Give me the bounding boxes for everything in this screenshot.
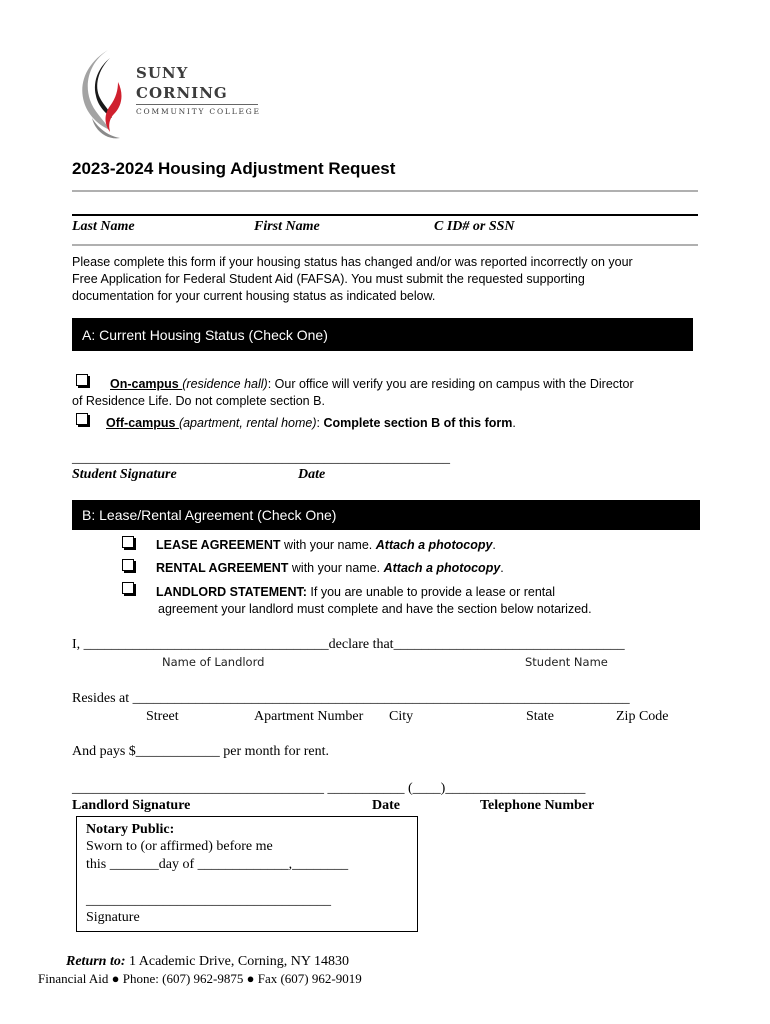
- off-campus-text: :: [316, 416, 324, 430]
- on-campus-option: [110, 376, 634, 393]
- on-campus-text: : Our office will verify you are residing on campus with the Director: [267, 377, 634, 391]
- last-name-label: Last Name: [72, 219, 135, 234]
- notary-title: Notary Public:: [86, 822, 175, 837]
- lease-agreement-checkbox[interactable]: [122, 536, 134, 548]
- landlord-statement-checkbox[interactable]: [122, 582, 134, 594]
- name-of-landlord-caption: Name of Landlord: [162, 655, 265, 669]
- on-campus-label: On-campus: [110, 377, 183, 391]
- rent-amount-line[interactable]: And pays $____________ per month for rent.: [72, 744, 330, 759]
- on-campus-text-continued: of Residence Life. Do not complete section B.: [72, 394, 325, 408]
- financial-aid-contact: Financial Aid ● Phone: (607) 962-9875 ● Fax (607) 962-9019: [38, 971, 362, 986]
- telephone-number-label: Telephone Number: [480, 798, 595, 813]
- landlord-statement-label: LANDLORD STATEMENT:: [156, 585, 307, 599]
- rental-agreement-text: with your name.: [288, 561, 384, 575]
- section-a-header: A: Current Housing Status (Check One): [72, 318, 693, 351]
- off-campus-option: [106, 415, 516, 432]
- landlord-statement-text: If you are unable to provide a lease or rental: [306, 585, 555, 599]
- off-campus-end: .: [512, 416, 516, 430]
- landlord-statement-text-continued: agreement your landlord must complete and have the section below notarized.: [158, 602, 592, 616]
- off-campus-checkbox[interactable]: [76, 413, 88, 425]
- name-divider: [72, 244, 698, 246]
- landlord-statement-option: [156, 584, 555, 601]
- rental-agreement-attach: Attach a photocopy: [383, 561, 501, 575]
- intro-line-1: Please complete this form if your housing status has changed and/or was reported incorrectly on your: [72, 255, 633, 269]
- apartment-number-caption: Apartment Number: [254, 709, 364, 724]
- intro-paragraph: [72, 254, 702, 305]
- street-caption: Street: [146, 709, 179, 724]
- notary-signature-line[interactable]: ___________________________________: [86, 893, 331, 908]
- cid-label: C ID# or SSN: [434, 219, 515, 234]
- notary-date-line[interactable]: this _______day of _____________,________: [86, 857, 349, 872]
- form-title: 2023-2024 Housing Adjustment Request: [72, 159, 396, 178]
- student-name-caption: Student Name: [525, 655, 608, 669]
- name-signature-line[interactable]: [72, 214, 698, 216]
- landlord-date-label: Date: [372, 798, 400, 813]
- student-signature-label: Student Signature: [72, 467, 177, 482]
- lease-agreement-option: [156, 537, 496, 554]
- off-campus-paren: (apartment, rental home): [178, 416, 317, 430]
- section-b-header: B: Lease/Rental Agreement (Check One): [72, 500, 700, 530]
- state-caption: State: [526, 709, 554, 724]
- rental-agreement-option: [156, 560, 504, 577]
- intro-line-2: Free Application for Federal Student Aid (FAFSA). You must submit the requested supporting: [72, 272, 585, 286]
- landlord-signature-label: Landlord Signature: [72, 798, 191, 813]
- resides-at-line[interactable]: Resides at _______________________________________________________________________: [72, 691, 630, 706]
- declare-line[interactable]: I, ___________________________________declare that_________________________________: [72, 637, 625, 652]
- first-name-label: First Name: [254, 219, 320, 234]
- lease-agreement-label: LEASE AGREEMENT: [156, 538, 281, 552]
- notary-signature-label: Signature: [86, 910, 140, 925]
- lease-agreement-text: with your name.: [280, 538, 376, 552]
- rental-agreement-end: .: [500, 561, 504, 575]
- lease-agreement-end: .: [492, 538, 496, 552]
- logo-text-corning: CORNING: [136, 84, 228, 102]
- on-campus-paren: (residence hall): [182, 377, 268, 391]
- logo-text-community-college: COMMUNITY COLLEGE: [136, 107, 261, 116]
- return-address-text: 1 Academic Drive, Corning, NY 14830: [125, 954, 349, 969]
- city-caption: City: [389, 709, 414, 724]
- notary-sworn-text: Sworn to (or affirmed) before me: [86, 839, 273, 854]
- title-divider: [72, 190, 698, 192]
- lease-agreement-attach: Attach a photocopy: [375, 538, 493, 552]
- on-campus-checkbox[interactable]: [76, 374, 88, 386]
- off-campus-label: Off-campus: [106, 416, 179, 430]
- rental-agreement-checkbox[interactable]: [122, 559, 134, 571]
- intro-line-3: documentation for your current housing status as indicated below.: [72, 289, 436, 303]
- logo-text-suny: SUNY: [136, 64, 189, 82]
- off-campus-bold: Complete section B of this form: [323, 416, 513, 430]
- rental-agreement-label: RENTAL AGREEMENT: [156, 561, 289, 575]
- landlord-signature-line[interactable]: ____________________________________ ___________ (____)____________________: [72, 781, 586, 796]
- zip-code-caption: Zip Code: [616, 709, 669, 724]
- return-to-label: Return to:: [66, 954, 126, 969]
- student-date-label: Date: [298, 467, 326, 482]
- logo-divider: [136, 104, 258, 105]
- student-signature-line[interactable]: ______________________________________________________: [72, 451, 450, 466]
- college-logo-flame-icon: [80, 48, 130, 140]
- return-address: [66, 953, 349, 971]
